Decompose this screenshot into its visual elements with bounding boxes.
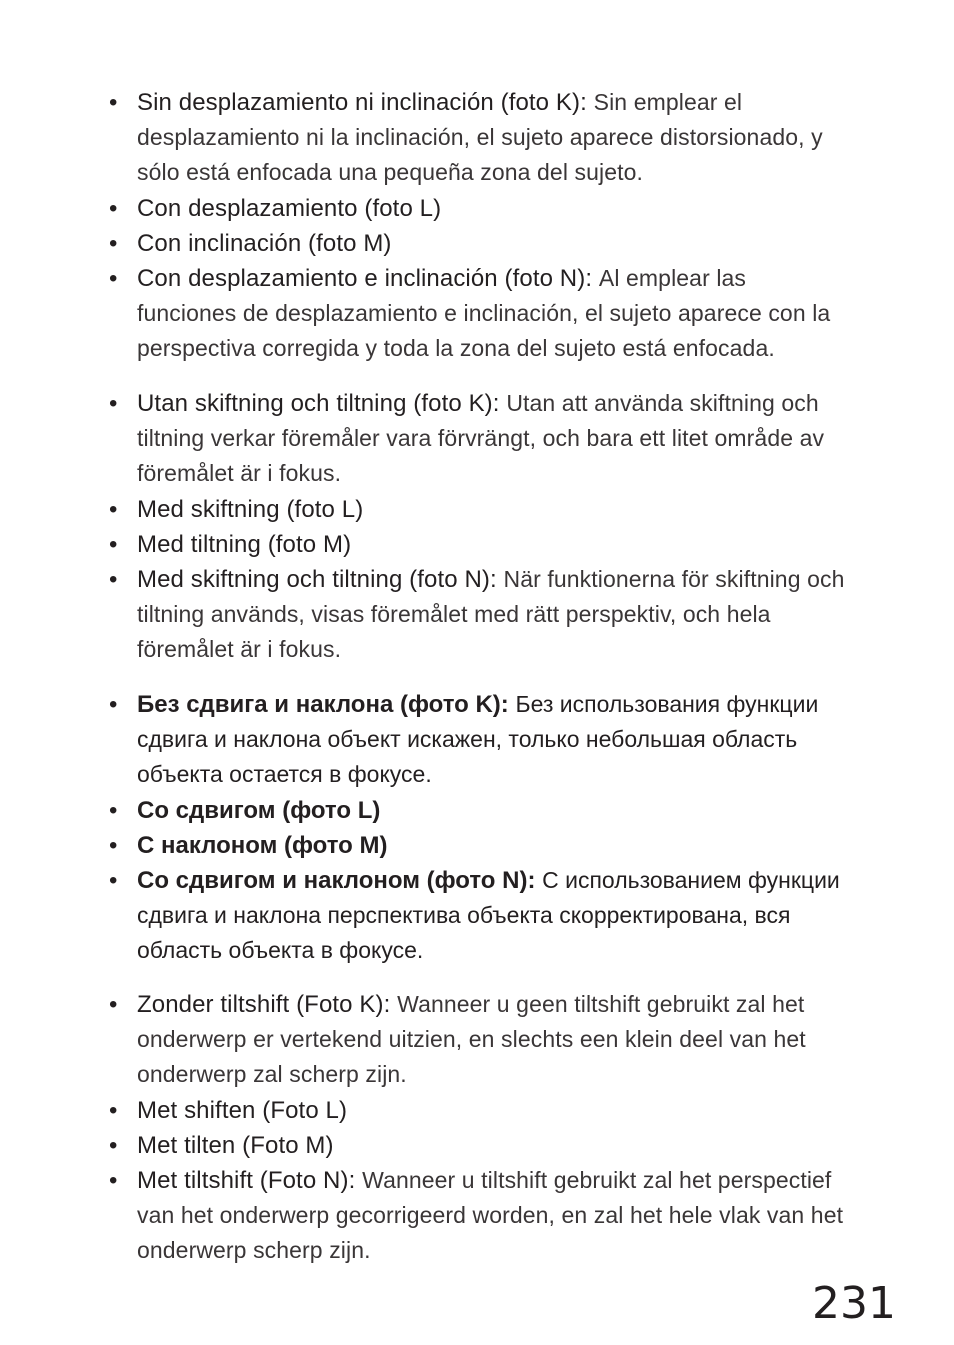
bullet: • bbox=[109, 831, 118, 859]
item-term: Utan skiftning och tiltning (foto K): bbox=[137, 390, 500, 417]
bullet: • bbox=[109, 867, 118, 895]
item-term: Со сдвигом (фото L) bbox=[137, 796, 381, 824]
list-item bbox=[107, 1163, 847, 1269]
bullet: • bbox=[109, 390, 118, 417]
list-item bbox=[107, 226, 847, 261]
list-item bbox=[107, 687, 847, 793]
item-term: Med tiltning (foto M) bbox=[137, 530, 352, 558]
item-description: Utan att använda skiftning och tiltning verkar föremåler vara förvrängt, och bara ett litet område av föremålet är i fokus. bbox=[137, 390, 825, 487]
item-term: Met shiften (Foto L) bbox=[137, 1096, 348, 1124]
item-description: С использованием функции сдвига и наклона перспектива объекта скорректирована, вся область объекта в фокусе. bbox=[137, 867, 840, 964]
list-item bbox=[107, 1128, 847, 1163]
list-item bbox=[107, 793, 847, 828]
bullet: • bbox=[109, 530, 118, 558]
bullet: • bbox=[109, 89, 118, 116]
item-term: Con desplazamiento e inclinación (foto N): bbox=[137, 265, 593, 293]
item-term: Zonder tiltshift (Foto K): bbox=[137, 991, 391, 1018]
page-number: 231 bbox=[812, 1278, 896, 1329]
list-item bbox=[107, 85, 847, 191]
bullet: • bbox=[109, 1131, 118, 1159]
list-item bbox=[107, 386, 847, 492]
item-term: С наклоном (фото M) bbox=[137, 831, 388, 859]
item-term: Без сдвига и наклона (фото K): bbox=[137, 691, 509, 718]
bullet: • bbox=[109, 1167, 118, 1195]
bullet: • bbox=[109, 691, 118, 718]
list-item bbox=[107, 987, 847, 1093]
item-term: Sin desplazamiento ni inclinación (foto K): bbox=[137, 89, 587, 116]
list-item bbox=[107, 863, 847, 969]
bullet: • bbox=[109, 265, 118, 293]
list-item bbox=[107, 527, 847, 562]
item-description: Без использования функции сдвига и наклона объект искажен, только небольшая область объекта остается в фокусе. bbox=[137, 691, 819, 788]
item-description: Al emplear las funciones de desplazamiento e inclinación, el sujeto aparece con la perspectiva corregida y toda la zona del sujeto está enfocada. bbox=[137, 265, 831, 362]
list-item bbox=[107, 191, 847, 226]
section-spanish bbox=[107, 85, 847, 367]
item-description: Sin emplear el desplazamiento ni la inclinación, el sujeto aparece distorsionado, y sólo está enfocada una pequeña zona del sujeto. bbox=[137, 89, 823, 186]
item-term: Med skiftning (foto L) bbox=[137, 495, 364, 523]
list-item bbox=[107, 1093, 847, 1128]
list-item bbox=[107, 492, 847, 527]
item-description: Wanneer u geen tiltshift gebruikt zal het onderwerp er vertekend uitzien, en slechts een klein deel van het onderwerp zal scherp zijn. bbox=[137, 991, 806, 1088]
item-term: Met tiltshift (Foto N): bbox=[137, 1167, 356, 1195]
item-term: Со сдвигом и наклоном (фото N): bbox=[137, 867, 536, 895]
section-russian bbox=[107, 687, 847, 969]
list-item bbox=[107, 828, 847, 863]
list-item bbox=[107, 562, 847, 668]
bullet: • bbox=[109, 495, 118, 523]
bullet: • bbox=[109, 1096, 118, 1124]
item-description: När funktionerna för skiftning och tiltning används, visas föremålet med rätt perspektiv, och hela föremålet är i fokus. bbox=[137, 566, 845, 663]
bullet: • bbox=[109, 796, 118, 824]
item-term: Con desplazamiento (foto L) bbox=[137, 194, 442, 222]
section-swedish bbox=[107, 386, 847, 668]
bullet: • bbox=[109, 229, 118, 257]
item-term: Met tilten (Foto M) bbox=[137, 1131, 334, 1159]
section-dutch bbox=[107, 987, 847, 1269]
item-term: Con inclinación (foto M) bbox=[137, 229, 392, 257]
item-description: Wanneer u tiltshift gebruikt zal het perspectief van het onderwerp gecorrigeerd worden, en zal het hele vlak van het onderwerp scherp zijn. bbox=[137, 1167, 844, 1264]
bullet: • bbox=[109, 991, 118, 1018]
item-term: Med skiftning och tiltning (foto N): bbox=[137, 566, 497, 594]
bullet: • bbox=[109, 194, 118, 222]
bullet: • bbox=[109, 566, 118, 594]
list-item bbox=[107, 261, 847, 367]
